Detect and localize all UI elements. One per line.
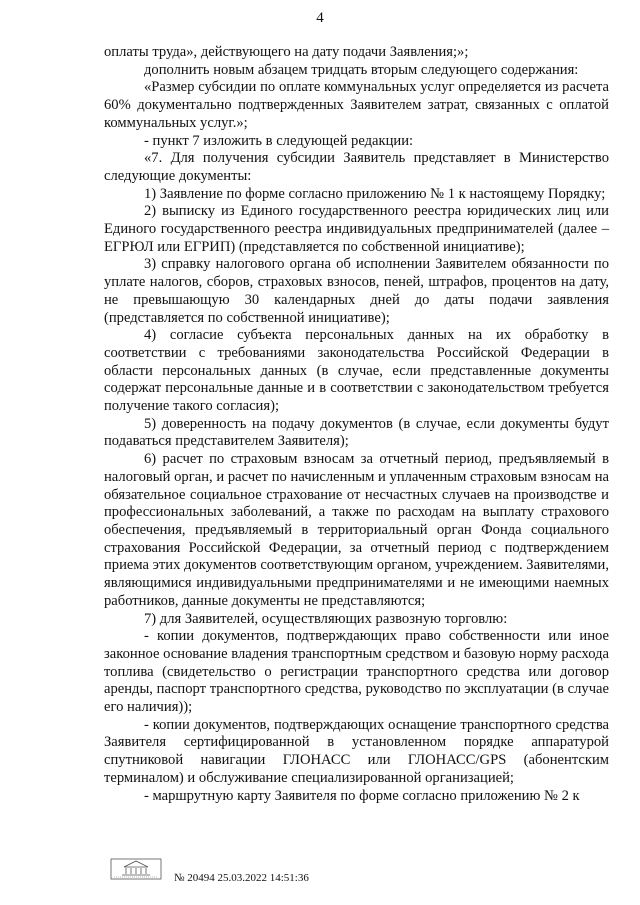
paragraph: 2) выписку из Единого государственного реестра юридических лиц или Единого государственного реестра индивидуальных предпринимателей (далее – ЕГРЮЛ или ЕГРИП) (представляется по собственной инициативе); <box>104 203 609 255</box>
document-footer <box>110 858 370 888</box>
paragraph: 1) Заявление по форме согласно приложению № 1 к настоящему Порядку; <box>144 185 606 202</box>
paragraph: - копии документов, подтверждающих оснащение транспортного средства Заявителя сертифицированной в установленном порядке аппаратурой спутниковой навигации ГЛОНАСС или ГЛОНАСС/GPS (абонентским терминалом) и обслуживание специализированной организацией; <box>104 716 609 786</box>
paragraph: оплаты труда», действующего на дату подачи Заявления;»; <box>104 44 469 60</box>
registration-number: № 20494 25.03.2022 14:51:36 <box>174 872 309 884</box>
paragraph: 3) справку налогового органа об исполнении Заявителем обязанности по уплате налогов, сборов, страховых взносов, пеней, штрафов, процентов на дату, не превышающую 30 календарных дней до даты подачи заявления (представляется по собственной инициативе); <box>104 256 609 326</box>
paragraph: 7) для Заявителей, осуществляющих развозную торговлю: <box>144 610 508 627</box>
paragraph: 6) расчет по страховым взносам за отчетный период, предъявляемый в налоговый орган, и расчет по начисленным и уплаченным страховым взносам на обязательное социальное страхование от несчастных случаев на производстве и профессиональных заболеваний, а также по расходам на выплату страхового обеспечения, предъявляемый в территориальный орган Фонда социального страхования Российской Федерации, за отчетный период с подтверждением приема этих документов соответствующим органом, учреждением. Заявителями, являющимися индивидуальными предпринимателями и не имеющими наемных работников, данные документы не представляются; <box>104 451 609 609</box>
document-body <box>104 44 609 805</box>
paragraph: дополнить новым абзацем тридцать вторым следующего содержания: <box>144 61 579 78</box>
official-building-stamp-icon <box>110 858 162 880</box>
paragraph: 4) согласие субъекта персональных данных на их обработку в соответствии с требованиями законодательства Российской Федерации в области персональных данных (в случае, если представленные документы содержат персональные данные и в соответствии с законодательством требуется получение такого согласия); <box>104 327 609 415</box>
paragraph: 5) доверенность на подачу документов (в случае, если документы будут подаваться представителем Заявителя); <box>104 415 609 450</box>
paragraph: - пункт 7 изложить в следующей редакции: <box>144 132 414 149</box>
paragraph: «Размер субсидии по оплате коммунальных услуг определяется из расчета 60% документально подтвержденных Заявителем затрат, связанных с оплатой коммунальных услуг.»; <box>104 79 609 131</box>
paragraph: - копии документов, подтверждающих право собственности или иное законное основание владения транспортным средством и базовую норму расхода топлива (свидетельство о регистрации транспортного средства или договор аренды, паспорт транспортного средства, руководство по эксплуатации (в случае его наличия)); <box>104 628 609 716</box>
page-number: 4 <box>316 10 324 26</box>
paragraph: «7. Для получения субсидии Заявитель представляет в Министерство следующие документы: <box>104 150 609 184</box>
paragraph: - маршрутную карту Заявителя по форме согласно приложению № 2 к <box>144 787 580 804</box>
